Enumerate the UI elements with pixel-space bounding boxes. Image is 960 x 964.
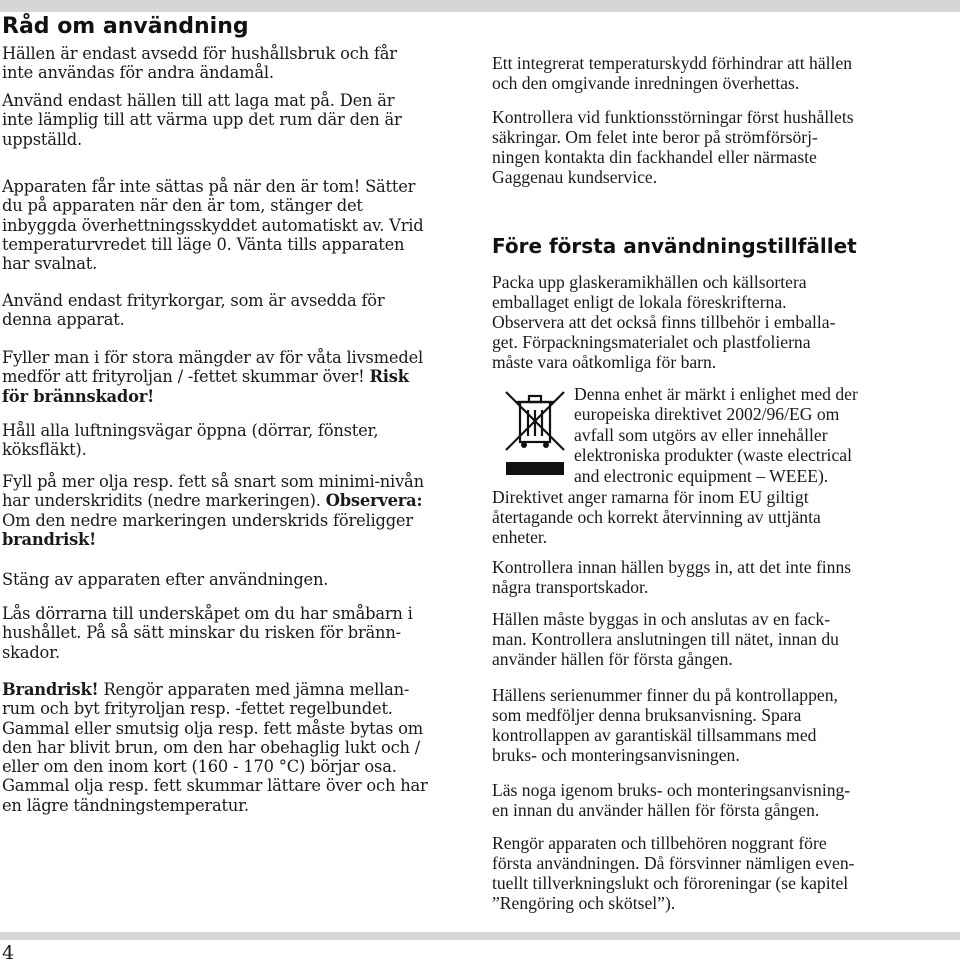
paragraph-overfill-warning — [2, 348, 423, 406]
weee-notice-text: Denna enhet är märkt i enlighet med der europeiska direktivet 2002/96/EG om avfall som utgörs av eller innehåller elektroniska produkter (waste electrical and electronic equipment – WEEE). — [574, 384, 858, 486]
fire-risk-text: Rengör apparaten med jämna mellan- rum och byt frityroljan resp. -fettet regelbundet. Gammal eller smutsig olja resp. fett måste bytas om den har blivit brun, om den har obehaglig lukt och / eller om den inom kort (160 - 170 °C) börjar osa. Gammal olja resp. fett skummar lättare över och har en lägre tändningstemperatur. — [2, 680, 428, 815]
paragraph-unpacking: Packa upp glaskeramikhällen och källsortera emballaget enligt de lokala föreskrifterna. Observera att det också finns tillbehör i emballa- get. Förpackningsmaterialet och plastfolierna måste vara oåtkomliga för barn. — [492, 272, 836, 372]
fire-risk-heading: Brandrisk! — [2, 680, 99, 699]
paragraph-ventilation: Håll alla luftningsvägar öppna (dörrar, fönster, köksfläkt). — [2, 421, 379, 460]
paragraph-malfunction: Kontrollera vid funktionsstörningar först hushållets säkringar. Om felet inte beror på strömförsörj- ningen kontakta din fackhandel eller närmaste Gaggenau kundservice. — [492, 107, 854, 187]
paragraph-fire-risk-cleaning — [2, 680, 428, 815]
page-number: 4 — [2, 942, 15, 964]
paragraph-oil-level — [2, 472, 424, 549]
paragraph-serial-number: Hällens serienummer finner du på kontrollappen, som medföljer denna bruksanvisning. Spara kontrollappen av garantiskäl tillsammans med bruks- och monteringsanvisningen. — [492, 685, 838, 765]
fire-risk-label: brandrisk! — [2, 529, 97, 549]
weee-bin-icon — [502, 388, 568, 478]
oil-level-text: Fyll på mer olja resp. fett så snart som minimi-nivån har underskridits (nedre markeringen). — [2, 472, 424, 511]
paragraph-eu-directive: Direktivet anger ramarna för inom EU giltigt återtagande och korrekt återvinning av uttjänta enheter. — [492, 487, 821, 547]
paragraph-clean-before-use: Rengör apparaten och tillbehören noggrant före första användningen. Då försvinner nämligen even- tuellt tillverkningslukt och föroreningar (se kapitel ”Rengöring och skötsel”). — [492, 833, 855, 913]
paragraph-cooking-only: Använd endast hällen till att laga mat på. Den är inte lämplig till att värma upp det rum där den är uppställd. — [2, 91, 402, 149]
burn-risk-warning: Risk för brännskador! — [2, 367, 409, 406]
paragraph-read-manual: Läs noga igenom bruks- och monteringsanvisning- en innan du använder hällen för första gången. — [492, 780, 851, 820]
overfill-text: Fyller man i för stora mängder av för våta livsmedel medför att frityroljan / -fettet skummar över! — [2, 348, 424, 387]
paragraph-child-safety: Lås dörrarna till underskåpet om du har småbarn i hushållet. På så sätt minskar du risken för bränn- skador. — [2, 604, 413, 662]
observe-label: Observera: — [325, 491, 423, 511]
paragraph-household-use: Hällen är endast avsedd för hushållsbruk och får inte användas för andra ändamål. — [2, 44, 397, 83]
oil-level-text-cont: Om den nedre markeringen underskrids föreligger — [2, 510, 413, 530]
paragraph-installation: Hällen måste byggas in och anslutas av en fack- man. Kontrollera anslutningen till nätet, innan du använder hällen för första gången. — [492, 609, 839, 669]
top-decorative-bar — [0, 0, 960, 12]
section-heading-usage-advice: Råd om användning — [2, 14, 249, 39]
bottom-decorative-bar — [0, 932, 960, 940]
paragraph-transport-damage: Kontrollera innan hällen byggs in, att det inte finns några transportskador. — [492, 557, 852, 597]
paragraph-switch-off: Stäng av apparaten efter användningen. — [2, 570, 329, 589]
paragraph-empty-appliance: Apparaten får inte sättas på när den är tom! Sätter du på apparaten när den är tom, stänger det inbyggda överhettningsskyddet automatiskt av. Vrid temperaturvredet till läge 0. Vänta tills apparaten har svalnat. — [2, 177, 424, 274]
section-heading-first-use: Före första användningstillfället — [492, 234, 857, 258]
paragraph-temperature-protection: Ett integrerat temperaturskydd förhindrar att hällen och den omgivande inredningen överhettas. — [492, 53, 853, 93]
paragraph-fryer-baskets: Använd endast frityrkorgar, som är avsedda för denna apparat. — [2, 291, 385, 330]
